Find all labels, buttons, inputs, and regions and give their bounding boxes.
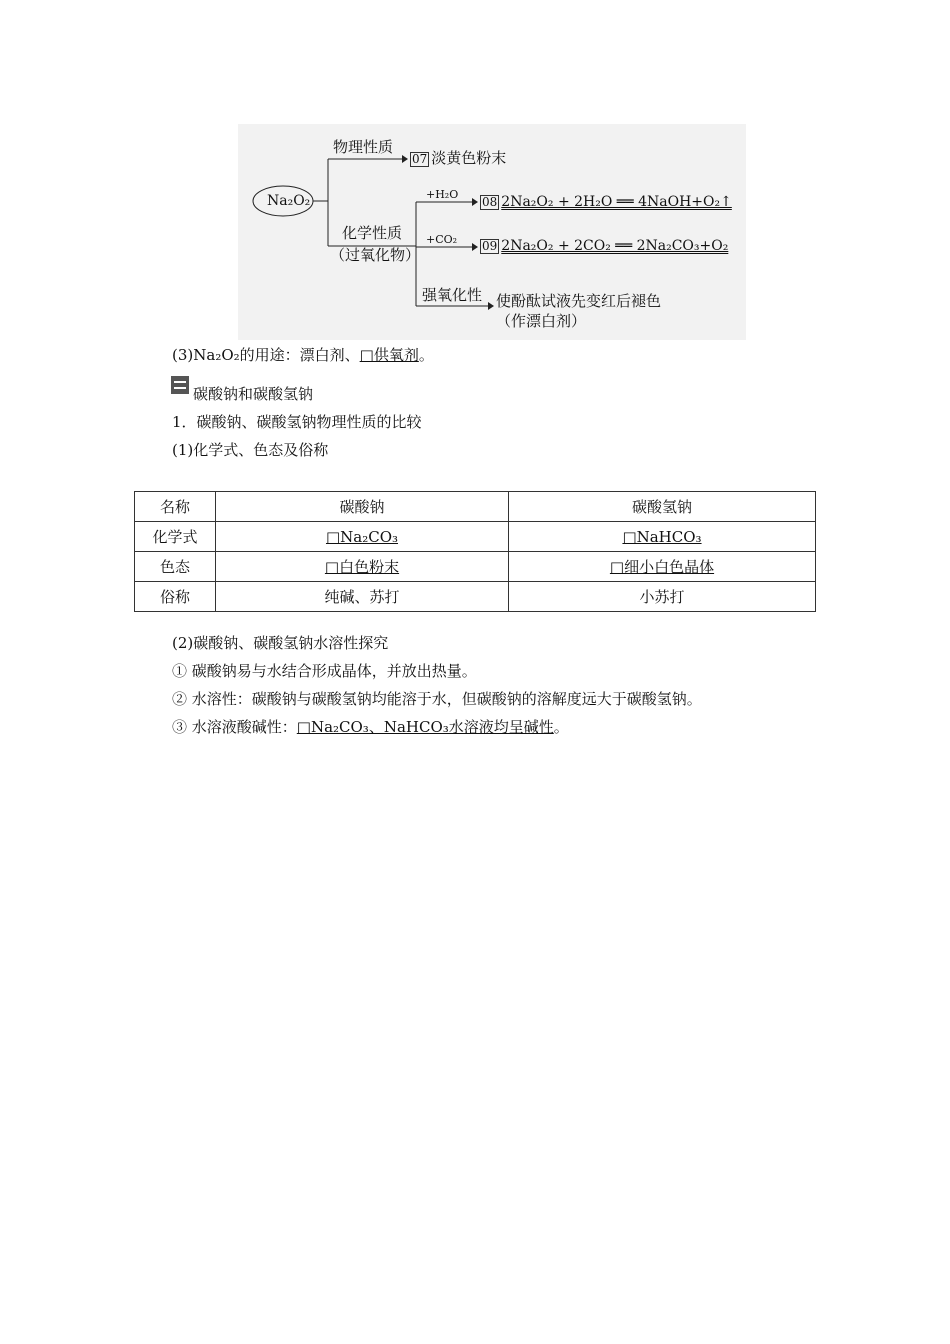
- table-cell: 小苏打: [509, 582, 816, 612]
- table-cell: [509, 522, 816, 552]
- table-header-cell: 碳酸氢钠: [509, 492, 816, 522]
- uses-end: 。: [418, 346, 434, 364]
- answer-number-box: 07: [412, 152, 428, 166]
- chemical-property-sub: （过氧化物）: [330, 246, 421, 264]
- table-cell: [216, 552, 509, 582]
- heading-sub-1: (1)化学式、色态及俗称: [172, 441, 329, 459]
- item3-answer: □Na₂CO₃、NaHCO₃水溶液均呈碱性: [296, 718, 554, 736]
- h2o-equation: [480, 193, 732, 211]
- table-cell: [216, 522, 509, 552]
- table-cell: 纯碱、苏打: [216, 582, 509, 612]
- uses-answer: □供氧剂: [359, 346, 419, 364]
- table-header-cell: 名称: [135, 492, 216, 522]
- co2-reagent-label: +CO₂: [426, 233, 458, 246]
- oxidizing-property-note: （作漂白剂）: [496, 312, 587, 330]
- table-cell: 化学式: [135, 522, 216, 552]
- comparison-table: [134, 491, 816, 612]
- answer-text: □白色粉末: [324, 558, 400, 576]
- answer-text: □Na₂CO₃: [325, 527, 399, 546]
- item3-end: 。: [553, 718, 569, 736]
- table-row: [135, 522, 816, 552]
- chemical-property-label: 化学性质: [342, 224, 403, 242]
- h2o-equation-text: 2Na₂O₂ + 2H₂O ══ 4NaOH+O₂↑: [501, 194, 732, 210]
- table-cell: [509, 552, 816, 582]
- table-cell: 俗称: [135, 582, 216, 612]
- heading-1: 1．碳酸钠、碳酸氢钠物理性质的比较: [172, 413, 422, 431]
- list-item-1: ① 碳酸钠易与水结合形成晶体，并放出热量。: [172, 662, 477, 680]
- table-header-row: [135, 492, 816, 522]
- co2-equation-text: 2Na₂O₂ + 2CO₂ ══ 2Na₂CO₃+O₂: [501, 238, 729, 254]
- physical-property-value: [410, 149, 506, 167]
- list-item-3: [172, 717, 569, 737]
- physical-property-label: 物理性质: [333, 138, 394, 156]
- table-row: [135, 552, 816, 582]
- h2o-reagent-label: +H₂O: [426, 188, 459, 201]
- co2-equation: [480, 237, 728, 255]
- na2o2-properties-diagram: [238, 124, 746, 340]
- list-item-2: ② 水溶性：碳酸钠与碳酸氢钠均能溶于水，但碳酸钠的溶解度远大于碳酸氢钠。: [172, 690, 702, 708]
- heading-sub-2: (2)碳酸钠、碳酸氢钠水溶性探究: [172, 634, 389, 652]
- answer-number-box: 08: [482, 195, 498, 209]
- na2o2-uses-line: [172, 345, 434, 365]
- oxidizing-property-label: 强氧化性: [422, 286, 483, 304]
- uses-prefix: (3)Na₂O₂的用途：漂白剂、: [172, 346, 360, 364]
- table-row: [135, 582, 816, 612]
- section-two-icon: [171, 376, 189, 394]
- item3-prefix: ③ 水溶液酸碱性：: [172, 718, 297, 736]
- physical-value-text: 淡黄色粉末: [431, 149, 507, 167]
- table-header-cell: 碳酸钠: [216, 492, 509, 522]
- oxidizing-property-value: 使酚酞试液先变红后褪色: [496, 292, 662, 310]
- answer-text: □细小白色晶体: [609, 558, 715, 576]
- diagram-center-node: Na₂O₂: [267, 193, 311, 209]
- section-title: 碳酸钠和碳酸氢钠: [193, 385, 314, 403]
- table-cell: 色态: [135, 552, 216, 582]
- answer-number-box: 09: [482, 239, 498, 253]
- answer-text: □NaHCO₃: [622, 527, 702, 546]
